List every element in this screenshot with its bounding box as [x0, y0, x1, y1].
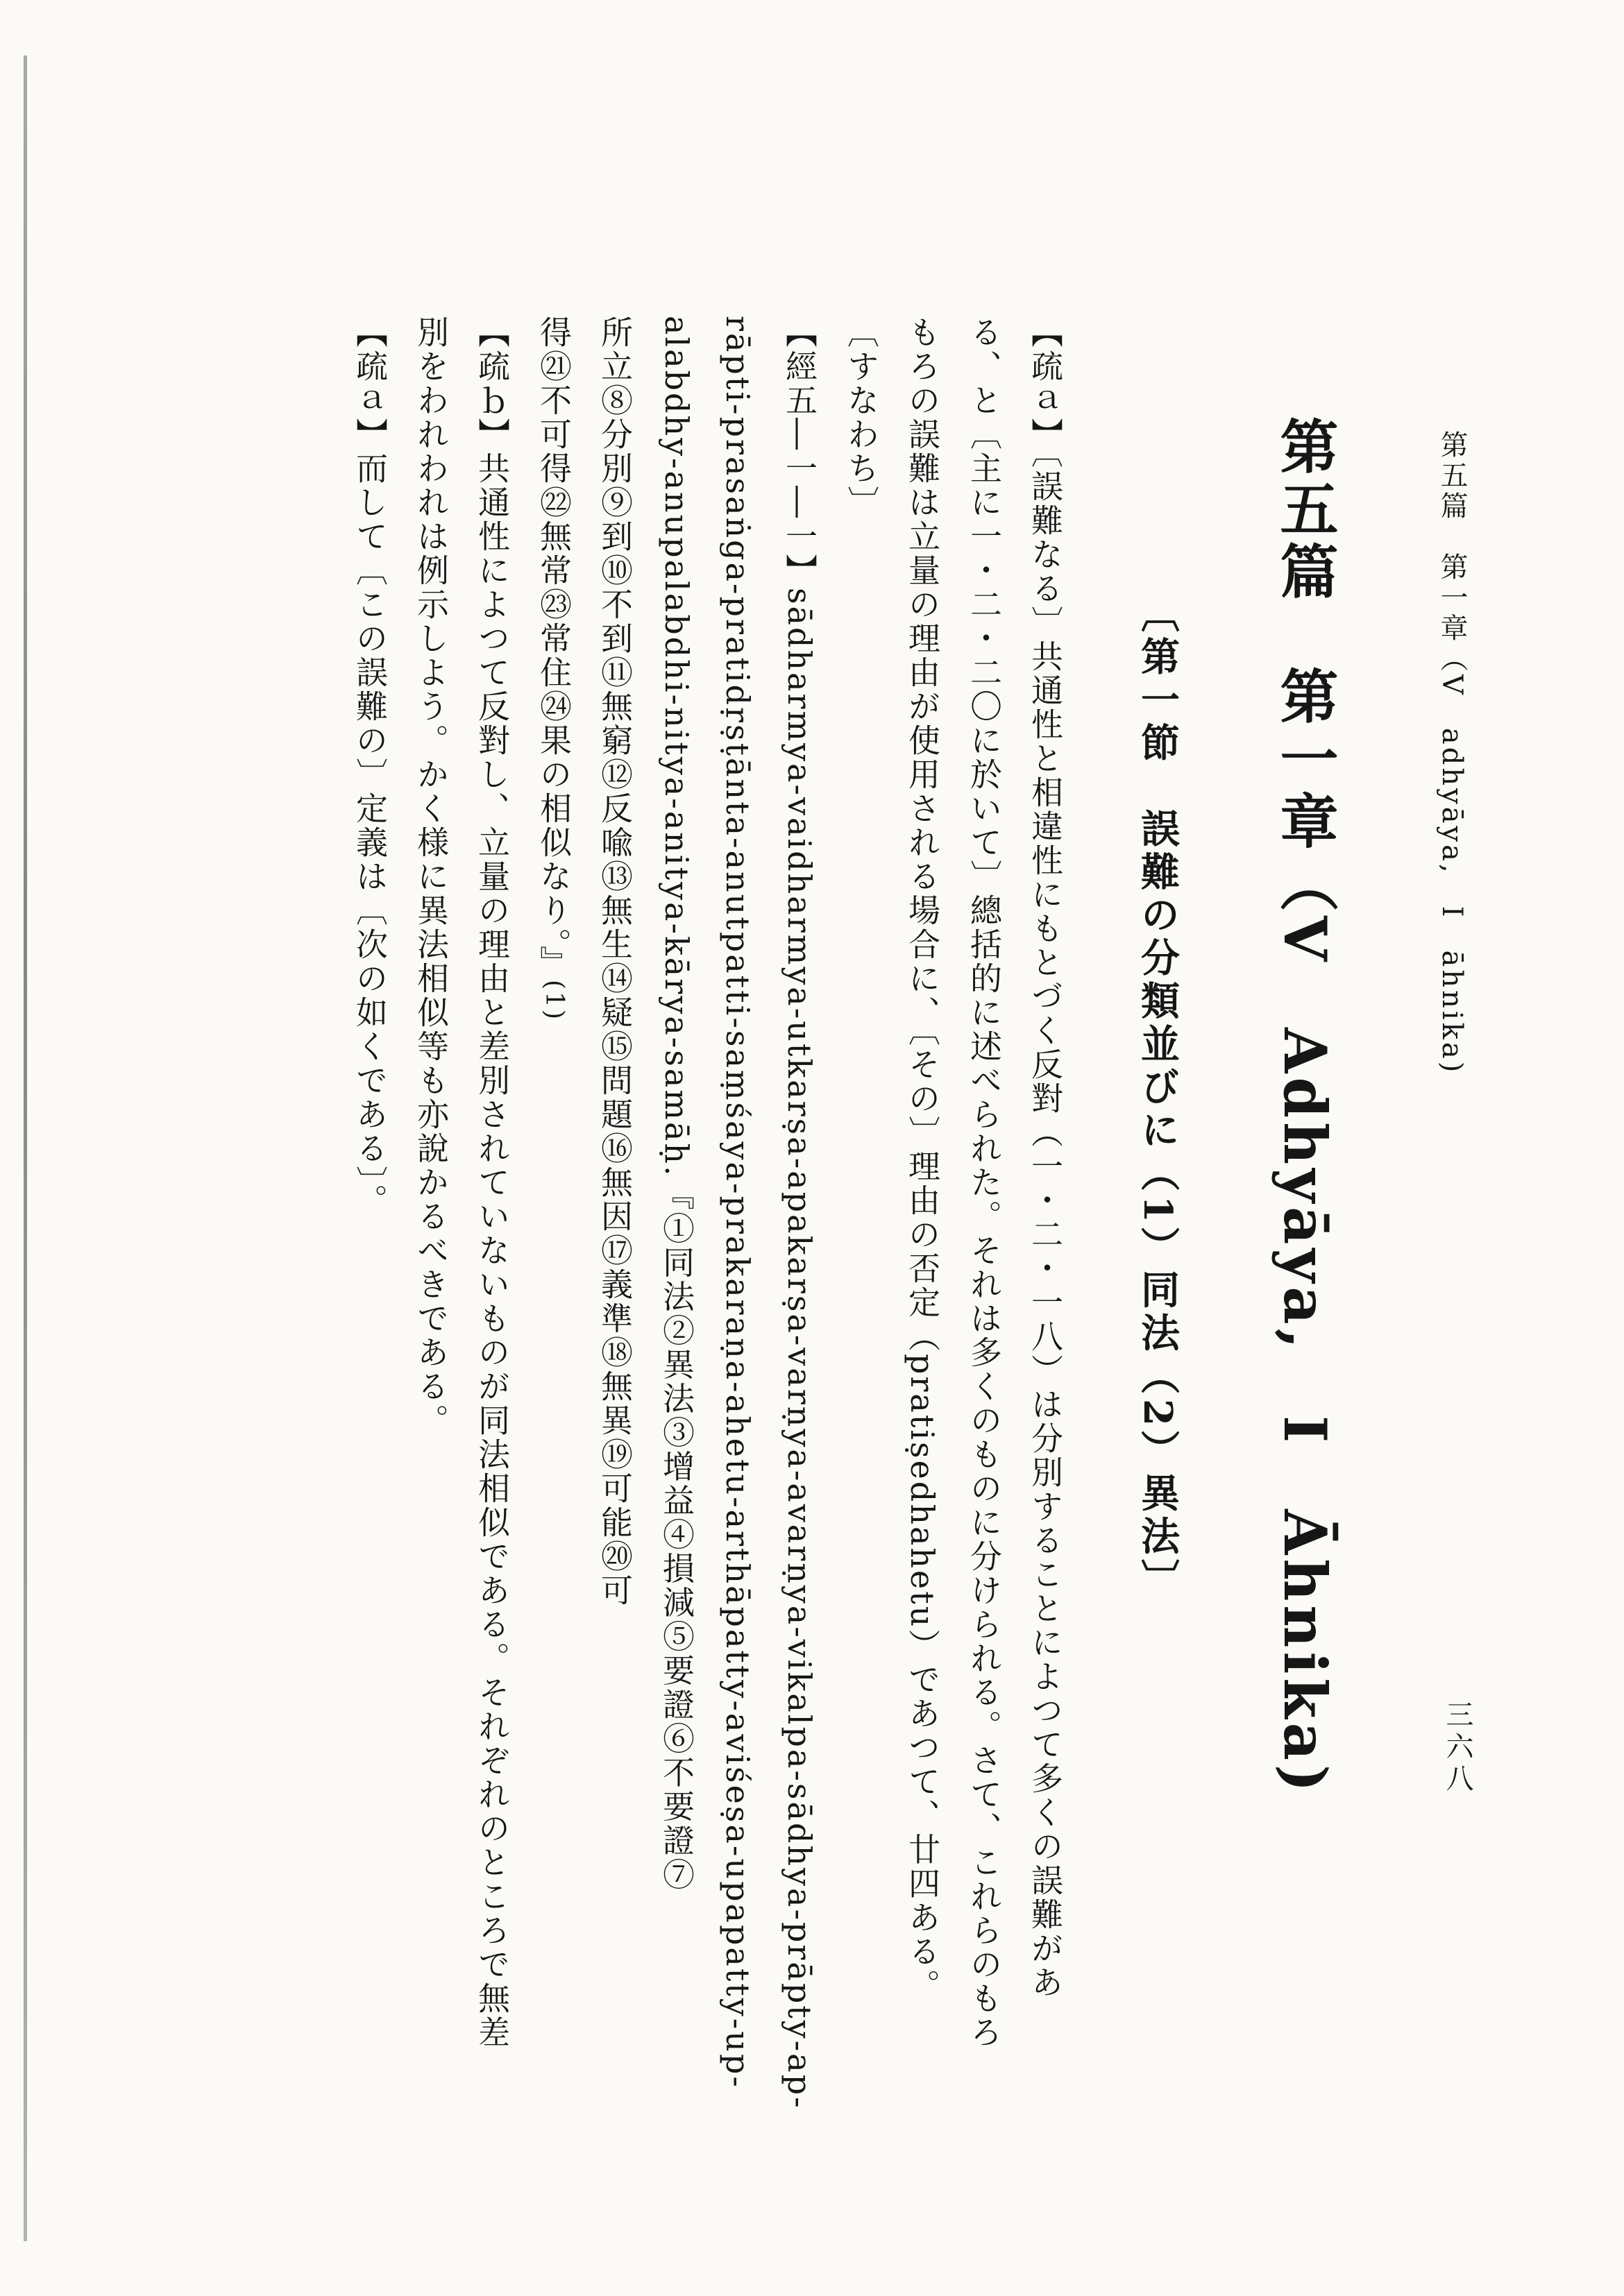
- body-line-8: 所立⑧分別⑨到⑩不到⑪無窮⑫反喩⑬無生⑭疑⑮問題⑯無因⑰義準⑱無異⑲可能⑳可: [596, 316, 634, 1608]
- section-title: 〔第一節 誤難の分類並びに（1）同法（2）異法〕: [1135, 593, 1181, 1602]
- body-line-11: 別をわれわれは例示しよう。かく様に異法相似等も亦說かるべきである。: [412, 316, 450, 1438]
- page-edge-shadow: [24, 56, 27, 2241]
- running-head: 第五篇 第一章（V adhyāya, I āhnika): [1436, 430, 1468, 1075]
- body-line-3: もろの誤難は立量の理由が使用される場合に、〔その〕理由の否定（pratiṣedhahetu）であつて、廿四ある。: [904, 316, 941, 2003]
- body-line-4: 〔すなわち〕: [843, 316, 880, 520]
- body-line-9: [535, 316, 573, 1021]
- body-line-10: 【疏ｂ】共通性によつて反對し、立量の理由と差別されていないものが同法相似である。それぞれのところで無差: [473, 316, 511, 2050]
- body-line-1: 【疏ａ】〔誤難なる〕共通性と相違性にもとづく反對（一・二・一八）は分別することによつて多くの誤難があ: [1026, 316, 1064, 2000]
- chapter-title: 第五篇 第一章（V Adhyāya, I Āhnika): [1271, 416, 1339, 1796]
- body-line-5: 【經五―一―一】sādharmya-vaidharmya-utkarṣa-apakarṣa-varṇya-avarṇya-vikalpa-sādhya-prāpty-ap-: [781, 316, 818, 2110]
- body-line-12: 【疏ａ】而して〔この誤難の〕定義は〔次の如くである〕。: [351, 316, 389, 1218]
- body-line-2: る、と〔主に一・二・二〇に於いて〕總括的に述べられた。それは多くのものに分けられる。さて、これらのもろ: [965, 316, 1003, 2050]
- footnote-ref: (1): [540, 980, 568, 1021]
- body-line-6: rāpti-prasaṅga-pratidṛṣṭānta-anutpatti-saṃśaya-prakaraṇa-ahetu-arthāpatty-aviśeṣa-upapatty-up-: [719, 316, 756, 2089]
- body-line-9-text: 得㉑不可得㉒無常㉓常住㉔果の相似なり。』: [535, 316, 573, 980]
- body-line-7: alabdhy-anupalabdhi-nitya-anitya-kārya-samāḥ.『①同法②異法③增益④損減⑤要證⑥不要證⑦: [658, 316, 695, 1892]
- page-number: 三六八: [1441, 1700, 1473, 1796]
